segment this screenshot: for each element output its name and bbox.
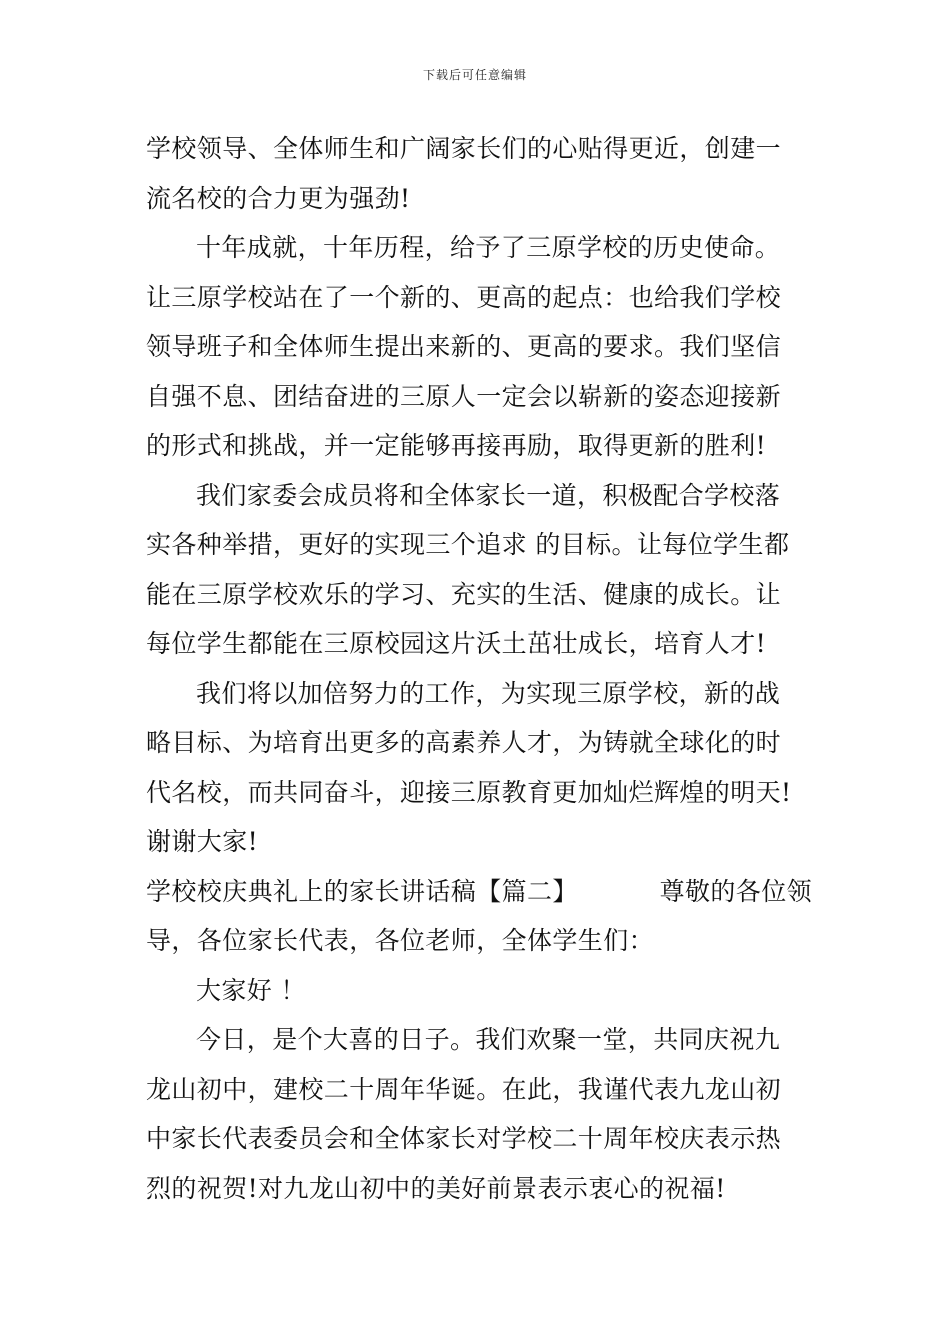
greeting-start: 尊敬的各位领 xyxy=(659,876,812,906)
text-line: 烈的祝贺!对九龙山初中的美好前景表示衷心的祝福! xyxy=(146,1173,726,1203)
text-line: 实各种举措，更好的实现三个追求 的目标。让每位学生都 xyxy=(146,530,790,559)
text-line: 让三原学校站在了一个新的、更高的起点：也给我们学校 xyxy=(146,282,782,312)
text-line: 自强不息、团结奋进的三原人一定会以崭新的姿态迎接新 xyxy=(146,381,782,411)
paragraph-start-line: 我们将以加倍努力的工作，为实现三原学校，新的战 xyxy=(196,678,781,708)
text-line: 学校领导、全体师生和广阔家长们的心贴得更近，创建一 xyxy=(146,134,782,163)
text-line: 的形式和挑战，并一定能够再接再励，取得更新的胜利! xyxy=(146,431,767,460)
text-line: 谢谢大家! xyxy=(146,827,259,856)
document-body xyxy=(146,124,812,1213)
text-line: 中家长代表委员会和全体家长对学校二十周年校庆表示热 xyxy=(146,1124,782,1153)
paragraph-start-line: 今日，是个大喜的日子。我们欢聚一堂，共同庆祝九 xyxy=(196,1025,781,1054)
page-header: 下载后可任意编辑 xyxy=(422,68,527,82)
section-title-line xyxy=(146,867,812,917)
text-line: 代名校，而共同奋斗，迎接三原教育更加灿烂辉煌的明天! xyxy=(146,777,792,807)
section-title: 学校校庆典礼上的家长讲话稿【篇二】 xyxy=(146,876,578,906)
text-line: 能在三原学校欢乐的学习、充实的生活、健康的成长。让 xyxy=(146,579,782,609)
text-line: 略目标、为培育出更多的高素养人才，为铸就全球化的时 xyxy=(146,728,782,757)
text-line: 龙山初中，建校二十周年华诞。在此，我谨代表九龙山初 xyxy=(146,1074,782,1104)
text-line: 流名校的合力更为强劲! xyxy=(146,183,411,213)
greeting-line: 大家好 ！ xyxy=(196,975,306,1005)
text-line: 每位学生都能在三原校园这片沃土茁壮成长，培育人才! xyxy=(146,629,767,658)
text-line: 领导班子和全体师生提出来新的、更高的要求。我们坚信 xyxy=(146,332,782,361)
paragraph-start-line: 十年成就，十年历程，给予了三原学校的历史使命。 xyxy=(196,233,781,262)
text-line: 导，各位家长代表，各位老师，全体学生们： xyxy=(146,926,655,955)
paragraph-start-line: 我们家委会成员将和全体家长一道，积极配合学校落 xyxy=(196,480,781,510)
